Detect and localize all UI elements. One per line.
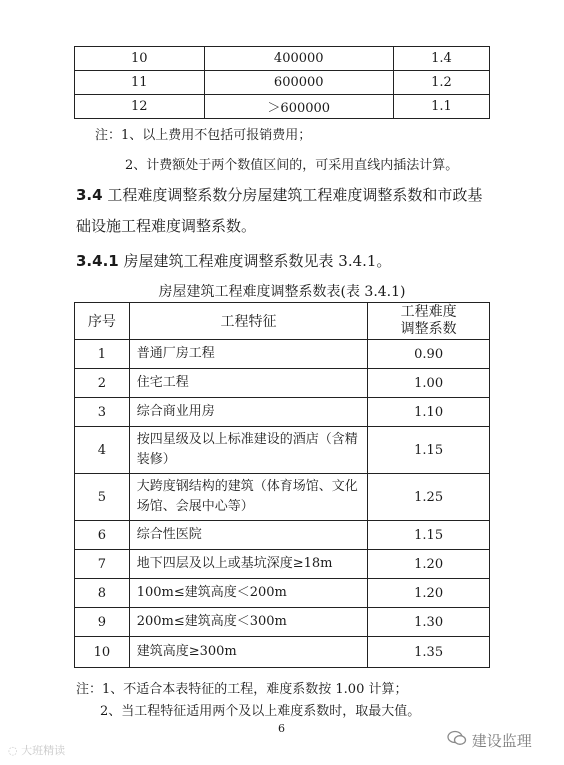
cell-feature: 按四星级及以上标准建设的酒店（含精装修）: [129, 427, 368, 474]
watermark: [8, 742, 65, 758]
cell-no: 2: [75, 369, 130, 398]
watermark-text: 大班精读: [21, 744, 66, 757]
cell-coef: 1.30: [368, 608, 490, 637]
table-header-row: [75, 303, 490, 340]
cell-coef: 0.90: [368, 340, 490, 369]
cell-feature: 普通厂房工程: [129, 340, 368, 369]
table-row: [75, 474, 490, 521]
cell-no: 8: [75, 579, 130, 608]
watermark-icon: ◌: [8, 744, 18, 757]
cell-feature: 地下四层及以上或基坑深度≥18m: [129, 550, 368, 579]
fee-table: [74, 46, 490, 119]
note-2: 2、计费额处于两个数值区间的，可采用直线内插法计算。: [125, 158, 459, 173]
cell-coef: 1.15: [368, 521, 490, 550]
cell-no: 7: [75, 550, 130, 579]
cell-no: 3: [75, 398, 130, 427]
brand-name: 建设监理: [471, 732, 532, 750]
section-3-4-line2: 础设施工程难度调整系数。: [76, 217, 257, 235]
cell-coef: 1.25: [368, 474, 490, 521]
section-number: 3.4: [76, 186, 103, 204]
table-row: [75, 637, 490, 668]
cell-feature: 综合性医院: [129, 521, 368, 550]
cell-no: 4: [75, 427, 130, 474]
table-row: [75, 95, 490, 119]
note-2: 2、当工程特征适用两个及以上难度系数时，取最大值。: [100, 704, 421, 719]
table-row: [75, 369, 490, 398]
cell-value: 600000: [204, 71, 393, 95]
cell-feature: 200m≤建筑高度＜300m: [129, 608, 368, 637]
table-row: [75, 579, 490, 608]
table-title: 房屋建筑工程难度调整系数表(表 3.4.1): [158, 284, 406, 300]
header-coef-line2: 调整系数: [400, 321, 457, 337]
table-row: [75, 427, 490, 474]
cell-coef: 1.15: [368, 427, 490, 474]
cell-no: 1: [75, 340, 130, 369]
cell-coef: 1.4: [393, 47, 489, 71]
section-text: 房屋建筑工程难度调整系数见表 3.4.1。: [123, 252, 392, 270]
table-row: [75, 398, 490, 427]
brand: [447, 730, 532, 751]
section-text: 工程难度调整系数分房屋建筑工程难度调整系数和市政基: [107, 186, 483, 204]
header-coef-line1: 工程难度: [400, 304, 457, 320]
table-row: [75, 550, 490, 579]
cell-coef: 1.10: [368, 398, 490, 427]
cell-feature: 综合商业用房: [129, 398, 368, 427]
cell-feature: 建筑高度≥300m: [129, 637, 368, 668]
page-number: 6: [278, 722, 285, 735]
cell-no: 11: [75, 71, 205, 95]
cell-coef: 1.2: [393, 71, 489, 95]
cell-feature: 大跨度钢结构的建筑（体育场馆、文化场馆、会展中心等）: [129, 474, 368, 521]
header-coef: [368, 303, 490, 340]
cell-feature: 住宅工程: [129, 369, 368, 398]
note-1: 注：1、以上费用不包括可报销费用；: [95, 128, 312, 143]
cell-no: 6: [75, 521, 130, 550]
section-number: 3.4.1: [76, 252, 119, 270]
difficulty-coefficient-table: [74, 302, 490, 668]
cell-no: 12: [75, 95, 205, 119]
cell-no: 10: [75, 47, 205, 71]
cell-value: ＞600000: [204, 95, 393, 119]
header-no: 序号: [75, 303, 130, 340]
table-row: [75, 71, 490, 95]
cell-coef: 1.20: [368, 579, 490, 608]
cell-coef: 1.00: [368, 369, 490, 398]
cell-coef: 1.35: [368, 637, 490, 668]
wechat-icon: [447, 732, 472, 750]
header-feature: 工程特征: [129, 303, 368, 340]
cell-no: 5: [75, 474, 130, 521]
cell-coef: 1.20: [368, 550, 490, 579]
table-row: [75, 47, 490, 71]
cell-no: 9: [75, 608, 130, 637]
table-row: [75, 608, 490, 637]
table-row: [75, 521, 490, 550]
section-3-4: [76, 184, 482, 205]
note-1: 注：1、不适合本表特征的工程，难度系数按 1.00 计算；: [76, 682, 408, 697]
cell-value: 400000: [204, 47, 393, 71]
cell-feature: 100m≤建筑高度＜200m: [129, 579, 368, 608]
section-3-4-1: [76, 250, 391, 271]
cell-no: 10: [75, 637, 130, 668]
cell-coef: 1.1: [393, 95, 489, 119]
table-row: [75, 340, 490, 369]
